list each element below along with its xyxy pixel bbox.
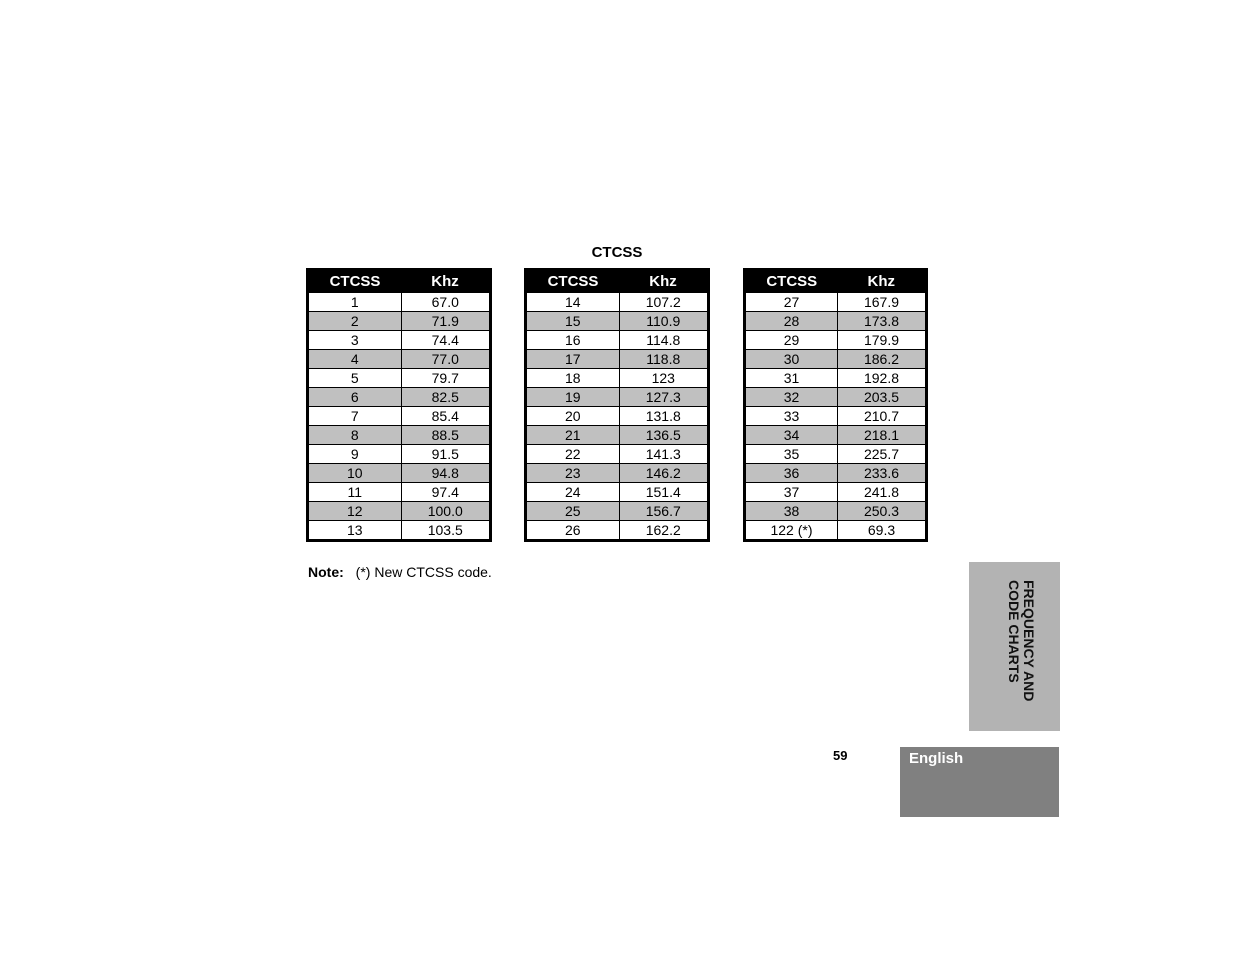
ctcss-code-cell: 23 <box>526 464 620 483</box>
table-row <box>308 350 491 369</box>
frequency-cell: 218.1 <box>838 426 927 445</box>
ctcss-code-cell: 24 <box>526 483 620 502</box>
table-row <box>526 388 709 407</box>
ctcss-code-cell: 9 <box>308 445 402 464</box>
language-label: English <box>909 750 964 767</box>
frequency-cell: 179.9 <box>838 331 927 350</box>
frequency-cell: 67.0 <box>401 292 490 312</box>
table-row <box>526 331 709 350</box>
table-row <box>745 292 927 312</box>
frequency-cell: 186.2 <box>838 350 927 369</box>
table-row <box>526 292 709 312</box>
frequency-cell: 103.5 <box>401 521 490 541</box>
table-header-row <box>526 270 709 293</box>
table-row <box>526 464 709 483</box>
ctcss-table-1 <box>306 268 492 542</box>
table-row <box>308 502 491 521</box>
section-side-tab <box>969 562 1060 731</box>
table-row <box>745 521 927 541</box>
ctcss-code-cell: 32 <box>745 388 838 407</box>
ctcss-code-cell: 29 <box>745 331 838 350</box>
frequency-cell: 97.4 <box>401 483 490 502</box>
ctcss-code-cell: 17 <box>526 350 620 369</box>
table-row <box>745 464 927 483</box>
table-row <box>745 369 927 388</box>
ctcss-code-cell: 8 <box>308 426 402 445</box>
ctcss-code-cell: 28 <box>745 312 838 331</box>
ctcss-code-cell: 22 <box>526 445 620 464</box>
table-row <box>308 331 491 350</box>
ctcss-code-cell: 4 <box>308 350 402 369</box>
column-header-khz: Khz <box>619 270 708 293</box>
frequency-cell: 123 <box>619 369 708 388</box>
ctcss-code-cell: 26 <box>526 521 620 541</box>
table-row <box>745 312 927 331</box>
frequency-cell: 173.8 <box>838 312 927 331</box>
ctcss-code-cell: 33 <box>745 407 838 426</box>
section-side-tab-label: FREQUENCY AND CODE CHARTS <box>1006 580 1037 702</box>
ctcss-code-cell: 5 <box>308 369 402 388</box>
frequency-cell: 100.0 <box>401 502 490 521</box>
frequency-cell: 85.4 <box>401 407 490 426</box>
ctcss-table-3 <box>743 268 928 542</box>
frequency-cell: 156.7 <box>619 502 708 521</box>
frequency-cell: 127.3 <box>619 388 708 407</box>
ctcss-code-cell: 6 <box>308 388 402 407</box>
table-row <box>308 292 491 312</box>
frequency-cell: 77.0 <box>401 350 490 369</box>
ctcss-code-cell: 3 <box>308 331 402 350</box>
ctcss-code-cell: 18 <box>526 369 620 388</box>
ctcss-code-cell: 122 (*) <box>745 521 838 541</box>
ctcss-code-cell: 1 <box>308 292 402 312</box>
ctcss-code-cell: 10 <box>308 464 402 483</box>
table-header-row <box>745 270 927 293</box>
frequency-cell: 192.8 <box>838 369 927 388</box>
frequency-cell: 225.7 <box>838 445 927 464</box>
table-row <box>526 407 709 426</box>
ctcss-code-cell: 21 <box>526 426 620 445</box>
frequency-cell: 141.3 <box>619 445 708 464</box>
frequency-cell: 88.5 <box>401 426 490 445</box>
column-header-ctcss: CTCSS <box>526 270 620 293</box>
table-row <box>745 426 927 445</box>
frequency-cell: 250.3 <box>838 502 927 521</box>
column-header-khz: Khz <box>838 270 927 293</box>
frequency-cell: 131.8 <box>619 407 708 426</box>
table-row <box>745 388 927 407</box>
frequency-cell: 107.2 <box>619 292 708 312</box>
table-row <box>526 502 709 521</box>
frequency-cell: 82.5 <box>401 388 490 407</box>
table-row <box>745 407 927 426</box>
language-tab <box>900 747 1059 817</box>
footnote <box>308 564 492 580</box>
table-row <box>526 312 709 331</box>
frequency-cell: 91.5 <box>401 445 490 464</box>
page-title: CTCSS <box>591 244 643 261</box>
ctcss-code-cell: 37 <box>745 483 838 502</box>
ctcss-code-cell: 7 <box>308 407 402 426</box>
table-row <box>308 464 491 483</box>
ctcss-code-cell: 13 <box>308 521 402 541</box>
table-row <box>526 426 709 445</box>
note-label: Note: <box>308 564 344 580</box>
frequency-cell: 233.6 <box>838 464 927 483</box>
table-row <box>745 350 927 369</box>
ctcss-code-cell: 35 <box>745 445 838 464</box>
frequency-cell: 71.9 <box>401 312 490 331</box>
column-header-ctcss: CTCSS <box>745 270 838 293</box>
table-row <box>308 312 491 331</box>
frequency-cell: 203.5 <box>838 388 927 407</box>
ctcss-code-cell: 15 <box>526 312 620 331</box>
ctcss-code-cell: 12 <box>308 502 402 521</box>
frequency-cell: 151.4 <box>619 483 708 502</box>
frequency-cell: 118.8 <box>619 350 708 369</box>
frequency-cell: 167.9 <box>838 292 927 312</box>
ctcss-code-cell: 31 <box>745 369 838 388</box>
frequency-cell: 79.7 <box>401 369 490 388</box>
column-header-khz: Khz <box>401 270 490 293</box>
table-row <box>308 388 491 407</box>
frequency-cell: 114.8 <box>619 331 708 350</box>
table-row <box>745 502 927 521</box>
column-header-ctcss: CTCSS <box>308 270 402 293</box>
table-row <box>745 331 927 350</box>
table-row <box>745 445 927 464</box>
frequency-cell: 94.8 <box>401 464 490 483</box>
ctcss-code-cell: 16 <box>526 331 620 350</box>
ctcss-code-cell: 20 <box>526 407 620 426</box>
page-number: 59 <box>833 748 848 763</box>
ctcss-code-cell: 27 <box>745 292 838 312</box>
table-row <box>308 369 491 388</box>
table-row <box>308 483 491 502</box>
ctcss-code-cell: 34 <box>745 426 838 445</box>
table-row <box>526 350 709 369</box>
table-row <box>526 483 709 502</box>
frequency-cell: 241.8 <box>838 483 927 502</box>
frequency-cell: 110.9 <box>619 312 708 331</box>
table-header-row <box>308 270 491 293</box>
ctcss-code-cell: 11 <box>308 483 402 502</box>
note-text: (*) New CTCSS code. <box>355 564 492 580</box>
ctcss-code-cell: 2 <box>308 312 402 331</box>
table-row <box>308 445 491 464</box>
ctcss-code-cell: 25 <box>526 502 620 521</box>
ctcss-code-cell: 19 <box>526 388 620 407</box>
frequency-cell: 146.2 <box>619 464 708 483</box>
frequency-cell: 136.5 <box>619 426 708 445</box>
table-row <box>308 521 491 541</box>
frequency-cell: 69.3 <box>838 521 927 541</box>
ctcss-code-cell: 38 <box>745 502 838 521</box>
ctcss-code-cell: 36 <box>745 464 838 483</box>
table-row <box>526 521 709 541</box>
frequency-cell: 210.7 <box>838 407 927 426</box>
ctcss-code-cell: 30 <box>745 350 838 369</box>
ctcss-code-cell: 14 <box>526 292 620 312</box>
table-row <box>526 445 709 464</box>
table-row <box>308 426 491 445</box>
table-row <box>745 483 927 502</box>
frequency-cell: 162.2 <box>619 521 708 541</box>
table-row <box>526 369 709 388</box>
ctcss-table-2 <box>524 268 710 542</box>
frequency-cell: 74.4 <box>401 331 490 350</box>
table-row <box>308 407 491 426</box>
